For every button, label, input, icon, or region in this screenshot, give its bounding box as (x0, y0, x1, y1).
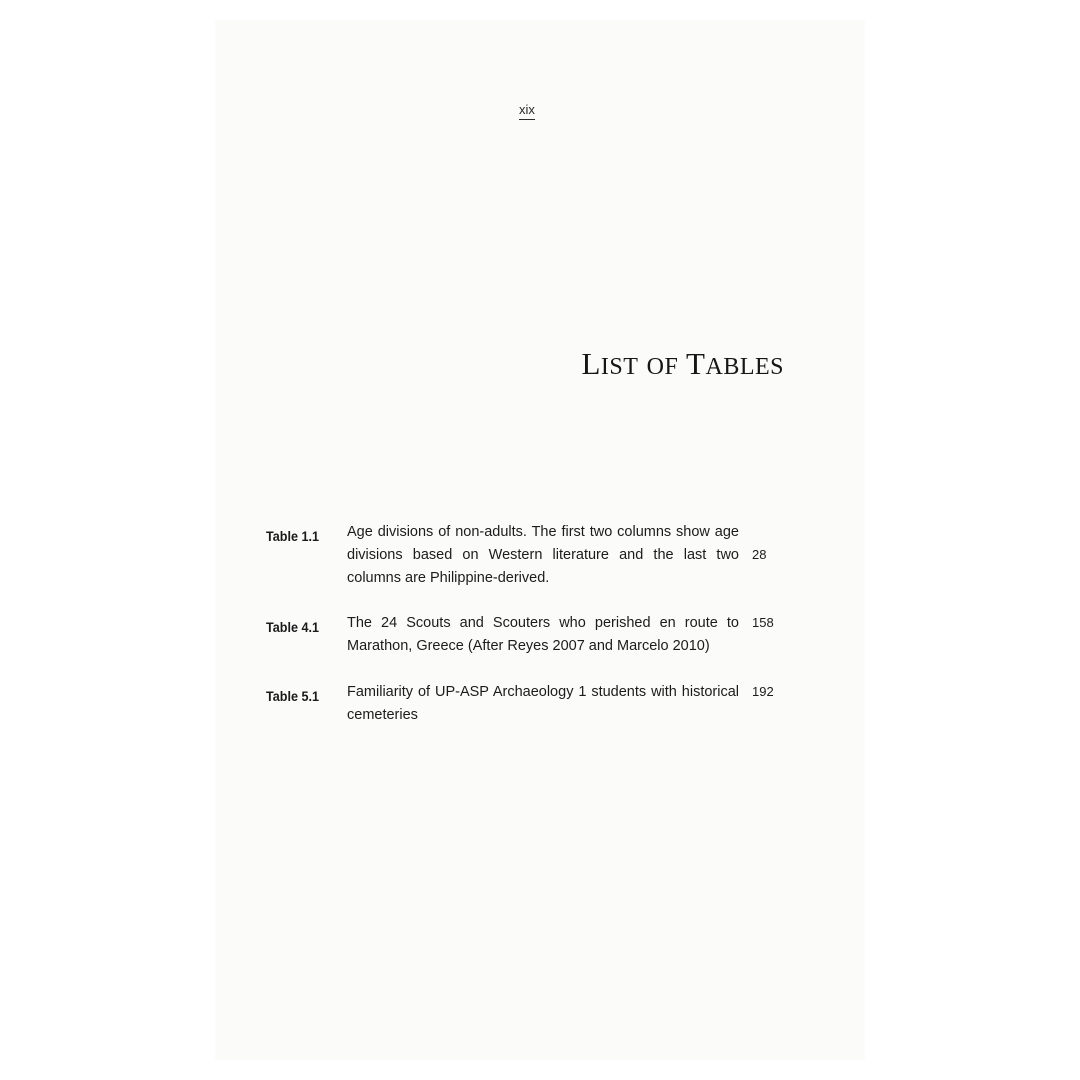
page-title (581, 346, 784, 382)
table-entry-page: 192 (752, 684, 774, 699)
table-entry-page: 158 (752, 615, 774, 630)
table-entry-caption: Familiarity of UP-ASP Archaeology 1 students with historical cemeteries (347, 684, 739, 723)
title-word-of: OF (646, 354, 679, 380)
title-initial-l: L (581, 346, 601, 381)
table-entry-label: Table 5.1 (266, 688, 320, 704)
table-entry-caption: The 24 Scouts and Scouters who perished en route to Marathon, Greece (After Reyes 2007 and Marcelo 2010) (347, 615, 739, 654)
table-entry-label: Table 1.1 (266, 528, 320, 544)
title-initial-t: T (686, 346, 706, 381)
title-word-ist: IST (600, 354, 639, 380)
title-word-ables: ABLES (705, 354, 784, 380)
table-entry-page: 28 (752, 547, 767, 562)
page-number-text: xix (519, 103, 535, 120)
page-number (0, 102, 1054, 120)
table-entry-label: Table 4.1 (266, 619, 320, 635)
table-entry-caption: Age divisions of non-adults. The first two columns show age divisions based on Western literature and the last two columns are Philippine-derived. (347, 524, 739, 586)
